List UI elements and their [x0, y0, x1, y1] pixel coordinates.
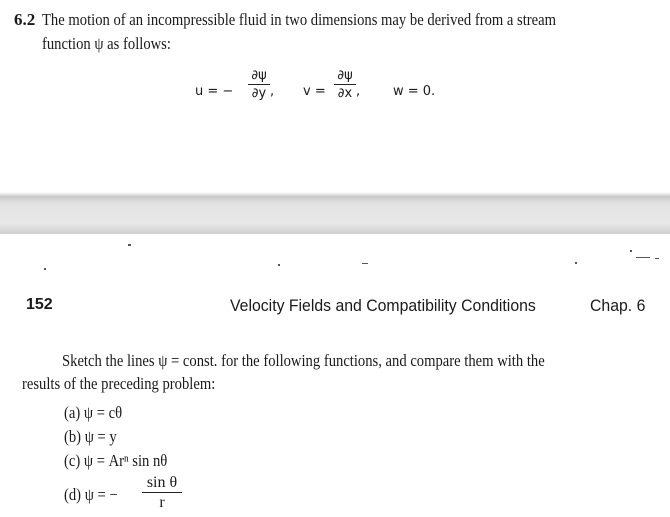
equation-u-lhs: u = −: [195, 84, 234, 99]
chapter-label: Chap. 6: [590, 296, 646, 315]
intro-text-line-1: The motion of an incompressible fluid in two dimensions may be derived from a stream: [42, 10, 557, 29]
equation-v-comma: ,: [356, 84, 361, 99]
scan-speck: [44, 268, 46, 270]
intro-text-line-2: function ψ as follows:: [42, 34, 171, 53]
equation-v-lhs: v =: [303, 84, 326, 99]
item-c: (c) ψ = Arⁿ sin nθ: [64, 451, 168, 470]
equation-v-denominator: ∂x: [337, 86, 353, 101]
equation-u-denominator: ∂y: [251, 86, 267, 101]
equation-v-numerator: ∂ψ: [337, 68, 353, 83]
equation-u-numerator: ∂ψ: [251, 68, 267, 83]
item-d-fraction: [142, 474, 182, 511]
page-divider: [0, 196, 670, 234]
fraction-bar: [248, 84, 270, 85]
item-d-denominator: r: [159, 494, 165, 511]
equation-v-fraction: [334, 68, 356, 101]
equation-u-fraction: [248, 68, 270, 101]
fraction-bar: [142, 492, 182, 493]
page-number: 152: [26, 296, 53, 313]
problem-number: 6.2: [14, 10, 36, 29]
item-a: (a) ψ = cθ: [64, 403, 123, 422]
item-b: (b) ψ = y: [64, 427, 117, 446]
equation-u-comma: ,: [270, 84, 275, 99]
instruction-line-2: results of the preceding problem:: [22, 374, 216, 393]
scan-speck: [575, 262, 577, 264]
scan-speck: [636, 257, 650, 258]
item-d-numerator: sin θ: [146, 474, 178, 491]
scan-speck: [362, 263, 368, 264]
instruction-line-1: Sketch the lines ψ = const. for the following functions, and compare them with the: [62, 351, 545, 370]
equation-w: w = 0.: [393, 84, 436, 99]
running-title: Velocity Fields and Compatibility Conditions: [230, 296, 536, 315]
scan-speck: [278, 264, 280, 266]
scan-speck: [128, 244, 131, 246]
fraction-bar: [334, 84, 356, 85]
scan-speck: [655, 258, 659, 259]
item-d-lhs: (d) ψ = −: [64, 485, 118, 504]
scan-speck: [630, 250, 632, 252]
